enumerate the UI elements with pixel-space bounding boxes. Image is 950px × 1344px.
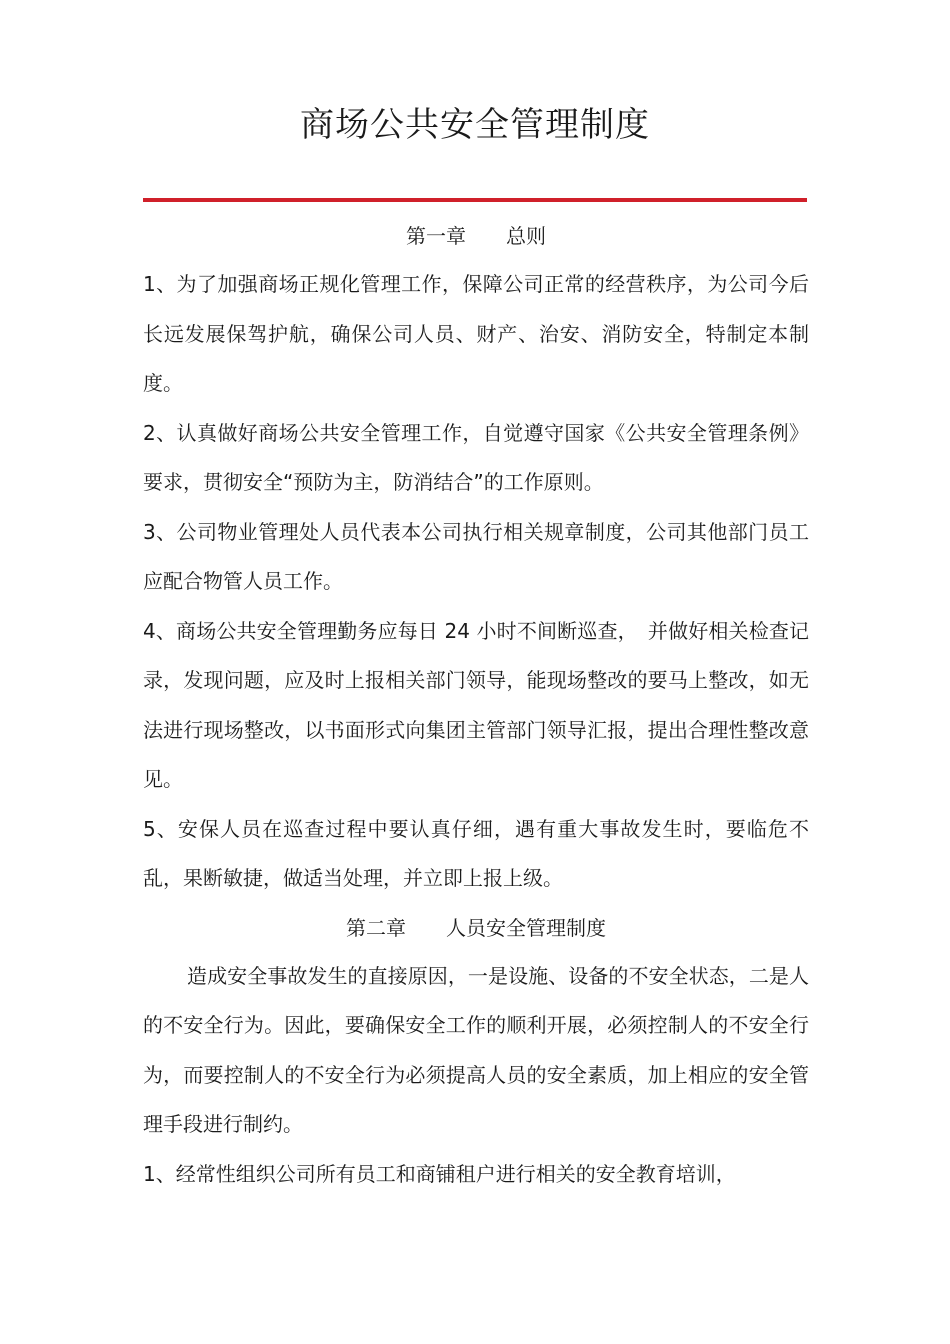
chapter-1-heading: 第一章 总则: [406, 224, 546, 248]
chapter-1-item-3: 3、公司物业管理处人员代表本公司执行相关规章制度，公司其他部门员工应配合物管人员工作。: [143, 519, 809, 593]
chapter-1-item-4: 4、商场公共安全管理勤务应每日 24 小时不间断巡查， 并做好相关检查记录，发现问题，应及时上报相关部门领导，能现场整改的要马上整改，如无法进行现场整改，以书面形式向集团主管部门领导汇报，提出合理性整改意见。: [143, 618, 809, 791]
document-title: 商场公共安全管理制度: [300, 105, 650, 145]
chapter-1-item-2: 2、认真做好商场公共安全管理工作，自觉遵守国家《公共安全管理条例》要求，贯彻安全“预防为主，防消结合”的工作原则。: [143, 420, 809, 494]
chapter-2-intro: 造成安全事故发生的直接原因，一是设施、设备的不安全状态，二是人的不安全行为。因此，要确保安全工作的顺利开展，必须控制人的不安全行为，而要控制人的不安全行为必须提高人员的安全素质，加上相应的安全管理手段进行制约。: [143, 963, 809, 1136]
chapter-2-item-1: 1、经常性组织公司所有员工和商铺租户进行相关的安全教育培训，: [143, 1161, 736, 1186]
document-body: [143, 212, 809, 1199]
chapter-1-item-5: 5、安保人员在巡查过程中要认真仔细，遇有重大事故发生时，要临危不乱，果断敏捷，做适当处理，并立即上报上级。: [143, 816, 809, 890]
chapter-1-item-1: 1、为了加强商场正规化管理工作，保障公司正常的经营秩序，为公司今后长远发展保驾护航，确保公司人员、财产、治安、消防安全，特制定本制度。: [143, 272, 809, 395]
chapter-2-heading: 第二章 人员安全管理制度: [346, 915, 606, 940]
title-divider: [143, 198, 807, 202]
